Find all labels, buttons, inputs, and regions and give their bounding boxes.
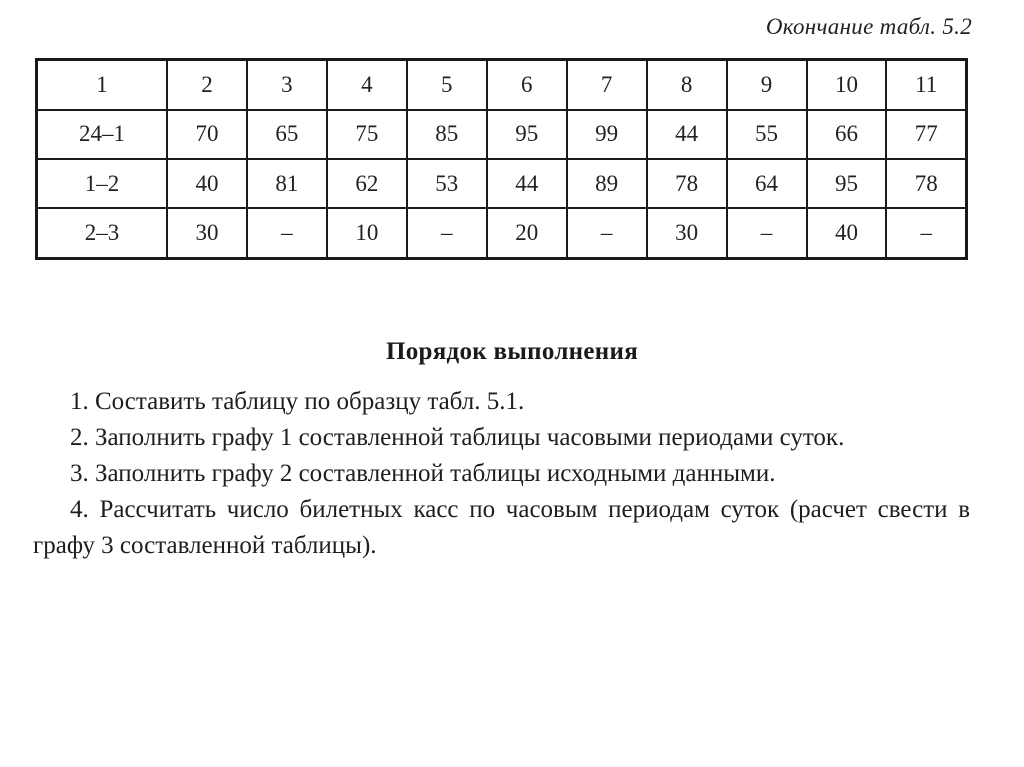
table-cell: 30: [647, 208, 727, 258]
table-cell: 99: [567, 110, 647, 159]
table-cell: 53: [407, 159, 487, 208]
step-item: 3. Заполнить графу 2 составленной таблицы исходными данными.: [70, 460, 776, 487]
table-header-cell: 9: [727, 60, 807, 110]
table-cell: 81: [247, 159, 327, 208]
table-cell: –: [407, 208, 487, 258]
table-cell: 30: [167, 208, 247, 258]
table-cell: 75: [327, 110, 407, 159]
table-cell-period: 2–3: [37, 208, 168, 258]
step-item: 2. Заполнить графу 1 составленной таблицы часовыми периодами суток.: [70, 424, 845, 451]
table-cell: 64: [727, 159, 807, 208]
data-table: [35, 58, 968, 260]
table-cell: 77: [886, 110, 966, 159]
table-cell: 78: [647, 159, 727, 208]
table-header-cell: 6: [487, 60, 567, 110]
table-row: [37, 159, 967, 208]
table-cell: 55: [727, 110, 807, 159]
table-row: [37, 110, 967, 159]
table-cell: 44: [487, 159, 567, 208]
table-header-row: [37, 60, 967, 110]
table-header-cell: 2: [167, 60, 247, 110]
table-cell-period: 24–1: [37, 110, 168, 159]
table-header-cell: 3: [247, 60, 327, 110]
table-cell-period: 1–2: [37, 159, 168, 208]
table-row: [37, 208, 967, 258]
table-header-cell: 5: [407, 60, 487, 110]
table-cell: 70: [167, 110, 247, 159]
table-header-cell: 8: [647, 60, 727, 110]
step-item: 1. Составить таблицу по образцу табл. 5.1.: [70, 388, 525, 415]
table-header-cell: 4: [327, 60, 407, 110]
table-cell: –: [567, 208, 647, 258]
table-cell: 40: [807, 208, 887, 258]
table-header-cell: 7: [567, 60, 647, 110]
table-cell: 66: [807, 110, 887, 159]
table-header-cell: 10: [807, 60, 887, 110]
table-cell: 78: [886, 159, 966, 208]
table-cell: 62: [327, 159, 407, 208]
table-cell: 10: [327, 208, 407, 258]
table-cell: –: [886, 208, 966, 258]
table-cell: 95: [807, 159, 887, 208]
table-cell: 40: [167, 159, 247, 208]
table-caption: Окончание табл. 5.2: [765, 14, 972, 39]
table-cell: –: [247, 208, 327, 258]
table-cell: –: [727, 208, 807, 258]
table-header-cell: 1: [37, 60, 168, 110]
table-cell: 65: [247, 110, 327, 159]
table-cell: 89: [567, 159, 647, 208]
table-cell: 85: [407, 110, 487, 159]
steps-list: [33, 384, 970, 564]
section-title: Порядок выполнения: [385, 338, 639, 365]
table-header-cell: 11: [886, 60, 966, 110]
table-cell: 44: [647, 110, 727, 159]
step-item: 4. Рассчитать число билетных касс по часовым периодам суток (расчет свести в графу 3 составленной таблицы).: [33, 496, 970, 559]
table-cell: 95: [487, 110, 567, 159]
table-cell: 20: [487, 208, 567, 258]
